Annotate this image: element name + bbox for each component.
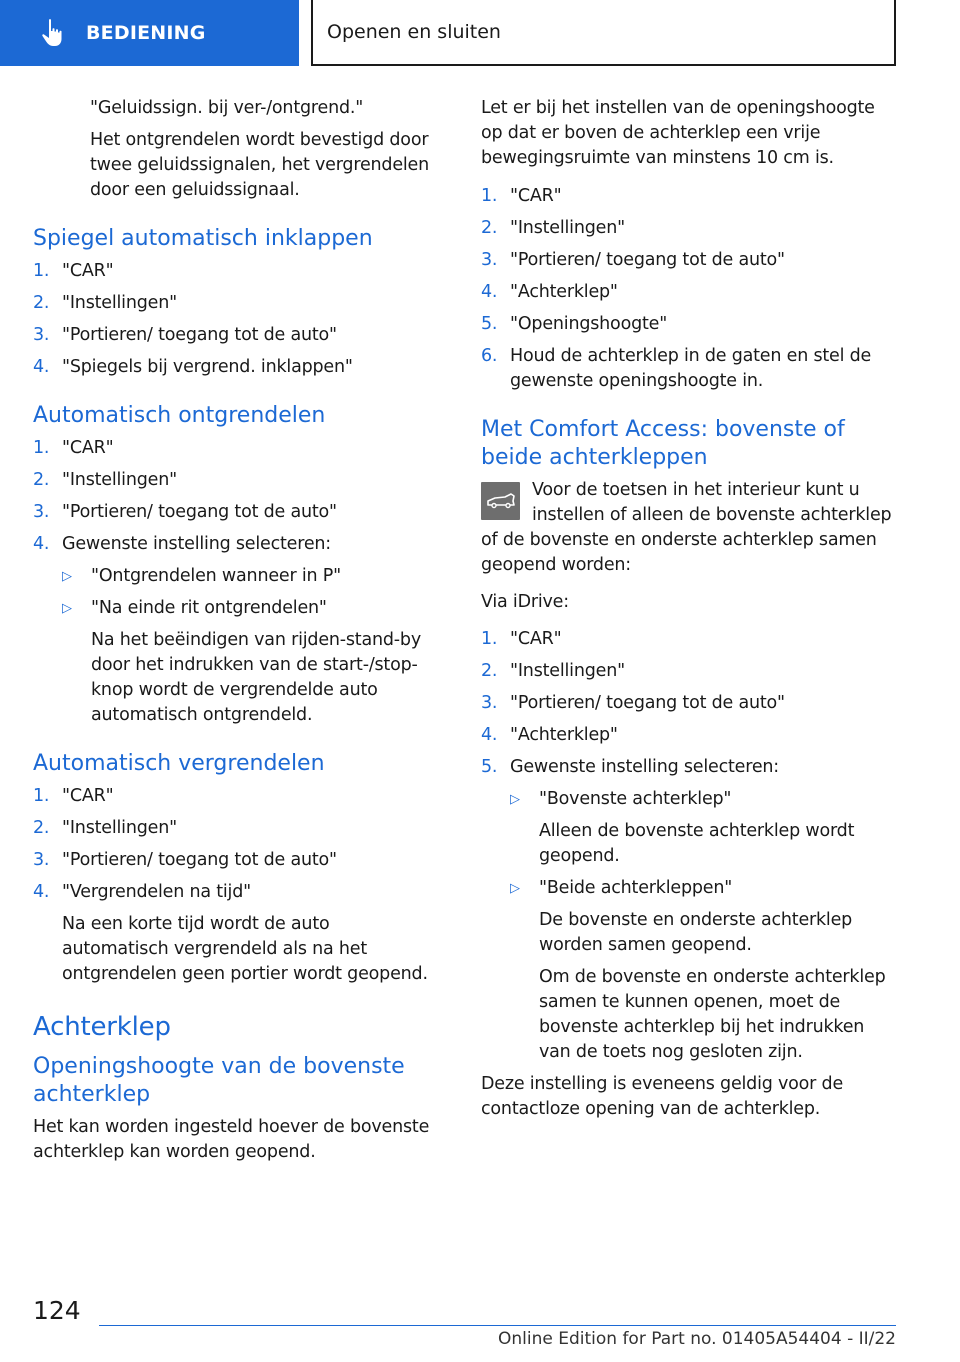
list-item xyxy=(481,344,899,394)
intro-item: "Geluidssign. bij ver-/ontgrend." xyxy=(90,98,364,118)
bullet-description: Om de bovenste en onderste achterklep samen te kunnen openen, moet de bovenste achterklep bij het indrukken van de toets nog gesloten zijn. xyxy=(539,967,886,1062)
step-number: 3. xyxy=(33,850,50,870)
step-number: 2. xyxy=(481,661,498,681)
list-item xyxy=(481,184,899,209)
list-item xyxy=(481,627,899,652)
heading-comfort-access: Met Comfort Access: bovenste of beide achterkleppen xyxy=(481,417,845,470)
openingshoogte-description: Het kan worden ingesteld hoever de bovenste achterklep kan worden geopend. xyxy=(33,1117,430,1162)
left-column xyxy=(33,96,440,1172)
heading-openingshoogte: Openingshoogte van de bovenste achterklep xyxy=(33,1054,405,1107)
edition-label: Online Edition for Part no. 01405A54404 - II/22 xyxy=(497,1329,896,1349)
step-number: 2. xyxy=(33,293,50,313)
bullet-description: Alleen de bovenste achterklep wordt geopend. xyxy=(539,821,855,866)
list-item xyxy=(33,323,440,348)
step-number: 3. xyxy=(33,325,50,345)
closing-note: Deze instelling is eveneens geldig voor de contactloze opening van de achterklep. xyxy=(481,1074,844,1119)
bullet-description: De bovenste en onderste achterklep worden samen geopend. xyxy=(539,910,853,955)
touch-hand-icon xyxy=(40,18,66,48)
intro-description: Het ontgrendelen wordt bevestigd door twee geluidssignalen, het vergrendelen door een geluidssignaal. xyxy=(90,130,429,200)
list-item xyxy=(481,659,899,684)
step-number: 2. xyxy=(33,818,50,838)
step-description: Na een korte tijd wordt de auto automatisch vergrendeld als na het ontgrendelen geen portier wordt geopend. xyxy=(62,914,428,984)
step-number: 5. xyxy=(481,757,498,777)
footer-divider xyxy=(99,1325,896,1326)
step-number: 1. xyxy=(33,261,50,281)
step-text: "Openingshoogte" xyxy=(510,314,668,334)
step-number: 6. xyxy=(481,346,498,366)
bullet-text: "Ontgrendelen wanneer in P" xyxy=(91,566,341,586)
step-number: 4. xyxy=(33,357,50,377)
list-item xyxy=(481,280,899,305)
step-text: "Portieren/ toegang tot de auto" xyxy=(510,250,785,270)
section-label: BEDIENING xyxy=(86,22,206,44)
step-number: 4. xyxy=(33,882,50,902)
list-item xyxy=(33,291,440,316)
heading-automatisch-ontgrendelen: Automatisch ontgrendelen xyxy=(33,403,326,428)
step-number: 1. xyxy=(33,438,50,458)
list-item xyxy=(481,723,899,748)
car-tailgate-icon xyxy=(481,482,520,520)
openingshoogte-note: Let er bij het instellen van de openingshoogte op dat er boven de achterklep een vrije bewegingsruimte van minstens 10 cm is. xyxy=(481,98,875,168)
step-text: "Vergrendelen na tijd" xyxy=(62,882,251,902)
comfort-access-intro xyxy=(481,478,899,578)
list-item xyxy=(33,500,440,525)
bullet-text: "Beide achterkleppen" xyxy=(539,878,733,898)
list-item xyxy=(481,216,899,241)
bullet-item xyxy=(33,596,440,621)
list-item xyxy=(33,880,440,905)
step-text: "Instellingen" xyxy=(510,661,625,681)
list-item xyxy=(481,248,899,273)
triangle-bullet-icon: ▷ xyxy=(62,601,72,616)
step-text: Gewenste instelling selecteren: xyxy=(62,534,331,554)
page-title: Openen en sluiten xyxy=(327,21,501,43)
step-text: Gewenste instelling selecteren: xyxy=(510,757,779,777)
step-number: 3. xyxy=(33,502,50,522)
step-text: "Portieren/ toegang tot de auto" xyxy=(62,325,337,345)
bullet-item xyxy=(33,564,440,589)
list-item xyxy=(481,691,899,716)
step-number: 5. xyxy=(481,314,498,334)
heading-automatisch-vergrendelen: Automatisch vergrendelen xyxy=(33,751,325,776)
step-text: "CAR" xyxy=(62,261,114,281)
step-text: "Portieren/ toegang tot de auto" xyxy=(510,693,785,713)
step-number: 1. xyxy=(481,186,498,206)
step-number: 4. xyxy=(481,282,498,302)
via-idrive-label: Via iDrive: xyxy=(481,592,569,612)
step-text: "Instellingen" xyxy=(62,293,177,313)
bullet-description: Na het beëindigen van rijden-stand-by door het indrukken van de start-/stop-knop wordt de vergrendelde auto automatisch ontgrendeld. xyxy=(91,630,421,725)
step-text: "CAR" xyxy=(62,786,114,806)
step-text: Houd de achterklep in de gaten en stel de gewenste openingshoogte in. xyxy=(510,346,872,391)
list-item xyxy=(481,755,899,780)
bullet-item xyxy=(481,876,899,901)
list-item xyxy=(33,468,440,493)
step-text: "Spiegels bij vergrend. inklappen" xyxy=(62,357,353,377)
step-text: "Achterklep" xyxy=(510,725,618,745)
list-item xyxy=(33,436,440,461)
step-number: 3. xyxy=(481,250,498,270)
bullet-text: "Bovenste achterklep" xyxy=(539,789,732,809)
step-text: "Instellingen" xyxy=(510,218,625,238)
step-number: 2. xyxy=(33,470,50,490)
list-item xyxy=(481,312,899,337)
comfort-access-text: Voor de toetsen in het interieur kunt u instellen of alleen de bovenste achterklep of de bovenste en onderste achterklep samen geopend worden: xyxy=(481,480,892,575)
list-item xyxy=(33,816,440,841)
step-text: "Portieren/ toegang tot de auto" xyxy=(62,850,337,870)
triangle-bullet-icon: ▷ xyxy=(62,569,72,584)
right-column xyxy=(481,96,899,1129)
step-number: 2. xyxy=(481,218,498,238)
step-number: 3. xyxy=(481,693,498,713)
page-number: 124 xyxy=(33,1296,81,1325)
step-number: 4. xyxy=(481,725,498,745)
header-section-tab xyxy=(0,0,299,66)
step-number: 4. xyxy=(33,534,50,554)
step-text: "CAR" xyxy=(510,629,562,649)
list-item xyxy=(33,259,440,284)
list-item xyxy=(33,784,440,809)
header-title-box xyxy=(311,0,896,66)
triangle-bullet-icon: ▷ xyxy=(510,881,520,896)
step-text: "Achterklep" xyxy=(510,282,618,302)
heading-spiegel-inklappen: Spiegel automatisch inklappen xyxy=(33,226,373,251)
bullet-item xyxy=(481,787,899,812)
step-text: "Portieren/ toegang tot de auto" xyxy=(62,502,337,522)
list-item xyxy=(33,848,440,873)
step-text: "CAR" xyxy=(62,438,114,458)
step-text: "CAR" xyxy=(510,186,562,206)
list-item xyxy=(33,355,440,380)
bullet-text: "Na einde rit ontgrendelen" xyxy=(91,598,327,618)
step-number: 1. xyxy=(481,629,498,649)
list-item xyxy=(33,532,440,557)
step-text: "Instellingen" xyxy=(62,818,177,838)
triangle-bullet-icon: ▷ xyxy=(510,792,520,807)
step-number: 1. xyxy=(33,786,50,806)
chapter-heading-achterklep: Achterklep xyxy=(33,1012,171,1042)
step-text: "Instellingen" xyxy=(62,470,177,490)
